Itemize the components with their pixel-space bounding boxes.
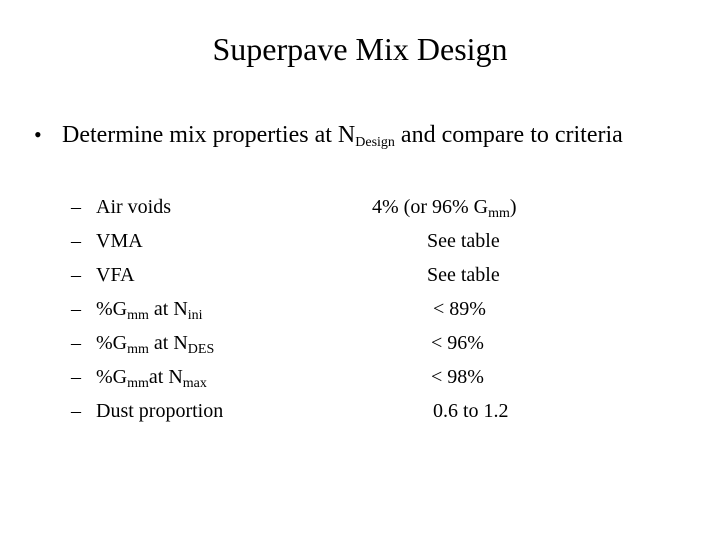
criteria-value: < 98% — [431, 366, 484, 388]
slide-title: Superpave Mix Design — [212, 31, 508, 67]
criteria-value: < 89% — [433, 298, 486, 320]
criteria-row-gmm-nini — [0, 292, 720, 326]
label-part: at N — [148, 366, 183, 388]
dash-icon: – — [71, 196, 81, 218]
label-subscript: DES — [187, 342, 215, 357]
criteria-row-gmm-nmax — [0, 360, 720, 394]
label-subscript: mm — [127, 342, 149, 357]
label-part: at N — [148, 298, 188, 320]
criteria-value: < 96% — [431, 332, 484, 354]
dash-icon: – — [71, 400, 81, 422]
label-subscript: mm — [127, 376, 149, 391]
value-after: ) — [509, 196, 517, 218]
dash-icon: – — [71, 366, 81, 388]
criteria-row-air-voids — [0, 190, 720, 224]
criteria-row-vma — [0, 224, 720, 258]
criteria-value: See table — [427, 230, 500, 252]
dash-icon: – — [71, 264, 81, 286]
bullet-dot-icon: • — [34, 122, 42, 147]
criteria-label: VFA — [96, 264, 135, 286]
dash-icon: – — [71, 332, 81, 354]
bullet-text — [62, 118, 662, 152]
label-part: %G — [96, 298, 128, 320]
dash-icon: – — [71, 298, 81, 320]
criteria-label — [96, 292, 203, 326]
label-subscript: max — [182, 376, 207, 391]
criteria-row-gmm-ndes — [0, 326, 720, 360]
criteria-value: 0.6 to 1.2 — [433, 400, 509, 422]
criteria-label — [96, 326, 214, 360]
label-subscript: ini — [187, 308, 203, 323]
label-part: %G — [96, 332, 128, 354]
bullet-text-subscript: Design — [355, 135, 395, 150]
bullet-text-before: Determine mix properties at N — [62, 122, 356, 148]
value-before: 4% (or 96% G — [372, 196, 489, 218]
value-subscript: mm — [488, 206, 510, 221]
criteria-label: Dust proportion — [96, 400, 224, 422]
criteria-row-vfa — [0, 258, 720, 292]
criteria-label: VMA — [96, 230, 143, 252]
label-part: at N — [148, 332, 188, 354]
dash-icon: – — [71, 230, 81, 252]
criteria-value — [372, 190, 517, 224]
bullet-text-after: and compare to criteria — [394, 122, 623, 148]
criteria-label: Air voids — [96, 196, 171, 218]
criteria-row-dust-proportion — [0, 394, 720, 428]
label-part: %G — [96, 366, 128, 388]
criteria-label — [96, 360, 207, 394]
criteria-value: See table — [427, 264, 500, 286]
label-subscript: mm — [127, 308, 149, 323]
